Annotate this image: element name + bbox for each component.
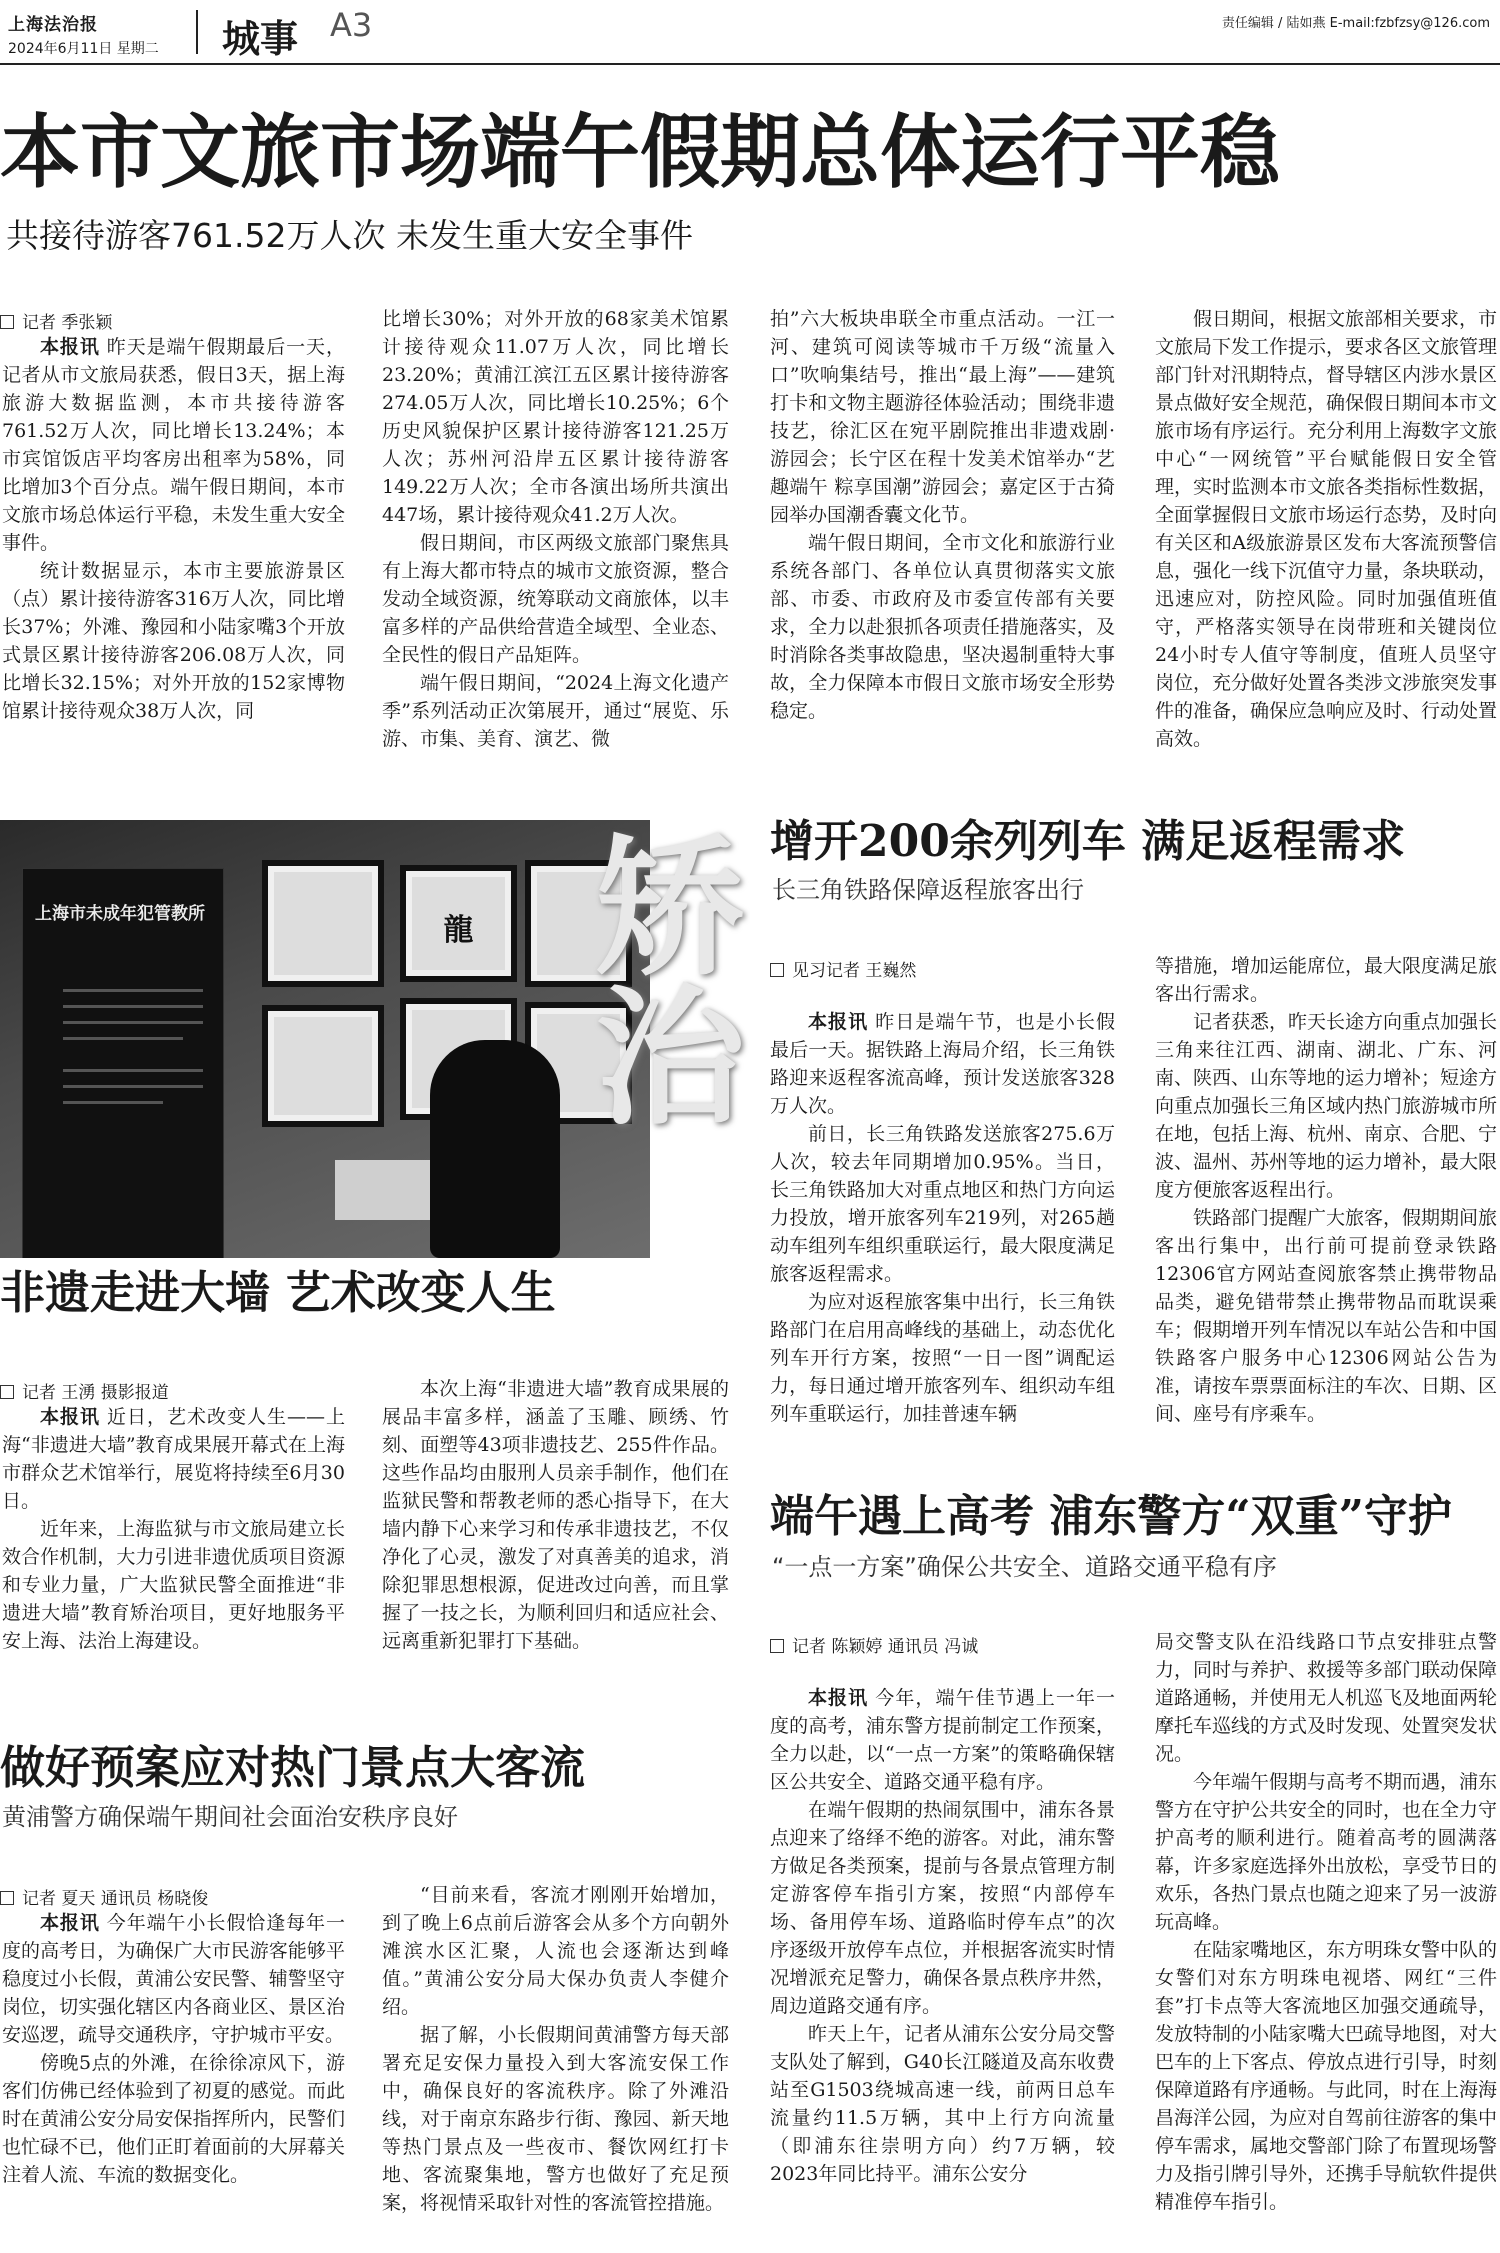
pudong-column-1 — [770, 1684, 1115, 2244]
article-paragraph: 记者获悉，昨天长途方向重点加强长三角来往江西、湖南、湖北、广东、河南、陕西、山东等地的运力增补；短途方向重点加强长三角区域内热门旅游城市所在地，包括上海、杭州、南京、合肥、宁波、温州、苏州等地的运力增补，最大限度方便旅客返程出行。 — [1155, 1011, 1497, 1201]
pudong-title: 端午遇上高考 浦东警方“双重”守护 — [770, 1491, 1452, 1542]
railway-byline: 见习记者 王巍然 — [770, 956, 916, 981]
page-number: A3 — [330, 6, 373, 44]
article-paragraph: 本次上海“非遗进大墙”教育成果展的展品丰富多样，涵盖了玉雕、顾绣、竹刻、面塑等43项非遗技艺、255件作品。这些作品均由服刑人员亲手制作，他们在监狱民警和帮教老师的悉心指导下，在大墙内静下心来学习和传承非遗技艺，不仅净化了心灵，激发了对真善美的追求，消除犯罪思想根源，促进改过向善，而且掌握了一技之长，为顺利回归和适应社会、远离重新犯罪打下基础。 — [382, 1378, 729, 1652]
huangpu-column-2 — [382, 1881, 729, 2245]
dateline: 本报讯 — [40, 336, 100, 358]
lead-headline: 本市文旅市场端午假期总体运行平稳 — [0, 105, 1280, 199]
dateline: 本报讯 — [40, 1406, 100, 1428]
article-paragraph: 本报讯 昨天是端午假期最后一天，记者从市文旅局获悉，假日3天，据上海旅游大数据监测，本市共接待游客761.52万人次，同比增长13.24%；本市宾馆饭店平均客房出租率为58%，同比增加3个百分点。端午假日期间，本市文旅市场总体运行平稳，未发生重大安全事件。 — [2, 336, 345, 554]
article-paragraph: 铁路部门提醒广大旅客，假期期间旅客出行集中，出行前可提前登录铁路12306官方网站查阅旅客禁止携带物品品类，避免错带禁止携带物品而耽误乘车；假期增开列车情况以车站公告和中国铁路客户服务中心12306网站公告为准，请按车票票面标注的车次、日期、区间、座号有序乘车。 — [1155, 1207, 1497, 1425]
railway-subhead: 长三角铁路保障返程旅客出行 — [772, 876, 1084, 904]
huangpu-subhead: 黄浦警方确保端午期间社会面治安秩序良好 — [2, 1803, 458, 1831]
lead-subhead: 共接待游客761.52万人次 未发生重大安全事件 — [6, 216, 693, 255]
huangpu-title: 做好预案应对热门景点大客流 — [0, 1741, 586, 1794]
article-paragraph: 端午假日期间，全市文化和旅游行业系统各部门、各单位认真贯彻落实文旅部、市委、市政府及市委宣传部有关要求，全力以赴狠抓各项责任措施落实，及时消除各类事故隐患，坚决遏制重特大事故，全力保障本市假日文旅市场安全形势稳定。 — [770, 532, 1115, 722]
pudong-subhead: “一点一方案”确保公共安全、道路交通平稳有序 — [772, 1553, 1277, 1581]
exhibit-board — [22, 868, 224, 1258]
article-paragraph: 端午假日期间，“2024上海文化遗产季”系列活动正次第展开，通过“展览、乐游、市集、美育、演艺、微 — [382, 672, 729, 750]
article-paragraph: 据了解，小长假期间黄浦警方每天部署充足安保力量投入到大客流安保工作中，确保良好的客流秩序。除了外滩沿线，对于南京东路步行街、豫园、新天地等热门景点及一些夜市、餐饮网红打卡地、客流聚集地，警方也做好了充足预案，将视情采取针对性的客流管控措施。 — [382, 2024, 729, 2214]
article-paragraph: 傍晚5点的外滩，在徐徐凉风下，游客们仿佛已经体验到了初夏的感觉。而此时在黄浦公安分局安保指挥所内，民警们也忙碌不已，他们正盯着面前的大屏幕关注着人流、车流的数据变化。 — [2, 2052, 345, 2186]
dateline: 本报讯 — [40, 1912, 100, 1934]
calligraphy-overlay — [540, 828, 750, 1248]
article-paragraph: 本报讯 近日，艺术改变人生——上海“非遗进大墙”教育成果展开幕式在上海市群众艺术馆举行，展览将持续至6月30日。 — [2, 1406, 345, 1512]
article-paragraph: 本报讯 今年端午小长假恰逢每年一度的高考日，为确保广大市民游客能够平稳度过小长假，黄浦公安民警、辅警坚守岗位，切实强化辖区内各商业区、景区治安巡逻，疏导交通秩序，守护城市平安。 — [2, 1912, 345, 2046]
article-paragraph: 为应对返程旅客集中出行，长三角铁路部门在启用高峰线的基础上，动态优化列车开行方案，按照“一日一图”调配运力，每日通过增开旅客列车、组织动车组列车重联运行，加挂普速车辆 — [770, 1291, 1115, 1425]
lead-column-1 — [2, 333, 345, 761]
masthead — [0, 0, 1500, 62]
newspaper-logo: 上海法治报 — [8, 15, 98, 35]
byline-box-icon — [770, 963, 784, 977]
lead-byline: 记者 季张颖 — [0, 308, 112, 333]
article-paragraph: 假日期间，市区两级文旅部门聚焦具有上海大都市特点的城市文旅资源，整合发动全域资源，统筹联动文商旅体，以丰富多样的产品供给营造全域型、全业态、全民性的假日产品矩阵。 — [382, 532, 729, 666]
board-title: 上海市未成年犯管教所 — [35, 904, 205, 924]
byline-box-icon — [770, 1639, 784, 1653]
article-paragraph: 局交警支队在沿线路口节点安排驻点警力，同时与养护、救援等多部门联动保障道路通畅，并使用无人机巡飞及地面两轮摩托车巡线的方式及时发现、处置突发状况。 — [1155, 1631, 1497, 1765]
article-paragraph: 今年端午假期与高考不期而遇，浦东警方在守护公共安全的同时，也在全力守护高考的顺利进行。随着高考的圆满落幕，许多家庭选择外出放松，享受节日的欢乐，各热门景点也随之迎来了另一波游玩高峰。 — [1155, 1771, 1497, 1933]
masthead-divider — [196, 10, 198, 54]
article-paragraph: 本报讯 今年，端午佳节遇上一年一度的高考，浦东警方提前制定工作预案，全力以赴，以“一点一方案”的策略确保辖区公共安全、道路交通平稳有序。 — [770, 1687, 1115, 1793]
article-paragraph: 前日，长三角铁路发送旅客275.6万人次，较去年同期增加0.95%。当日，长三角铁路加大对重点地区和热门方向运力投放，增开旅客列车219列，对265趟动车组列车组织重联运行，最大限度满足旅客返程需求。 — [770, 1123, 1115, 1285]
lead-column-3 — [770, 305, 1115, 761]
byline-box-icon — [0, 1891, 14, 1905]
feiyi-column-1 — [2, 1403, 345, 1703]
article-paragraph: 比增长30%；对外开放的68家美术馆累计接待观众11.07万人次，同比增长23.20%；黄浦江滨江五区累计接待游客274.05万人次，同比增长10.25%；6个历史风貌保护区累计接待游客121.25万人次；苏州河沿岸五区累计接待游客149.22万人次；全市各演出场所共演出447场，累计接待观众41.2万人次。 — [382, 308, 729, 526]
issue-date: 2024年6月11日 星期二 — [8, 41, 159, 57]
pudong-byline: 记者 陈颖婷 通讯员 冯诚 — [770, 1632, 978, 1657]
lead-column-4 — [1155, 305, 1497, 761]
huangpu-byline: 记者 夏天 通讯员 杨晓俊 — [0, 1884, 208, 1909]
section-name: 城事 — [222, 16, 299, 61]
artwork-frame-dragon: 龍 — [400, 865, 517, 982]
huangpu-column-1 — [2, 1909, 345, 2245]
article-paragraph: 假日期间，根据文旅部相关要求，市文旅局下发工作提示，要求各区文旅管理部门针对汛期特点，督导辖区内涉水景区景点做好安全规范，确保假日期间本市文旅市场有序运行。充分利用上海数字文旅中心“一网统管”平台赋能假日安全管理，实时监测本市文旅各类指标性数据，全面掌握假日文旅市场运行态势，及时向有关区和A级旅游景区发布大客流预警信息，强化一线下沉值守力量，条块联动，迅速应对，防控风险。同时加强值班值守，严格落实领导在岗带班和关键岗位24小时专人值守等制度，值班人员坚守岗位，充分做好处置各类涉文涉旅突发事件的准备，确保应急响应及时、行动处置高效。 — [1155, 308, 1497, 750]
dateline: 本报讯 — [808, 1687, 869, 1709]
artwork-frame — [262, 860, 384, 987]
calligraphy-text: 矫治 — [569, 828, 745, 1128]
railway-column-2 — [1155, 952, 1497, 1436]
byline-box-icon — [0, 315, 14, 329]
lead-column-2 — [382, 305, 729, 761]
masthead-rule — [0, 63, 1500, 65]
article-paragraph: 昨天上午，记者从浦东公安分局交警支队处了解到，G40长江隧道及高东收费站至G1503绕城高速一线，前两日总车流量约11.5万辆，其中上行方向流量（即浦东往崇明方向）约7万辆，较2023年同比持平。浦东公安分 — [770, 2023, 1115, 2185]
article-paragraph: 在陆家嘴地区，东方明珠女警中队的女警们对东方明珠电视塔、网红“三件套”打卡点等大客流地区加强交通疏导，发放特制的小陆家嘴大巴疏导地图，对大巴车的上下客点、停放点进行引导，时刻保障道路有序通畅。与此同，时在上海海昌海洋公园，为应对自驾前往游客的集中停车需求，属地交警部门除了布置现场警力及指引牌引导外，还携手导航软件提供精准停车指引。 — [1155, 1939, 1497, 2213]
article-paragraph: 统计数据显示，本市主要旅游景区（点）累计接待游客316万人次，同比增长37%；外滩、豫园和小陆家嘴3个开放式景区累计接待游客206.08万人次，同比增长32.15%；对外开放的152家博物馆累计接待观众38万人次，同 — [2, 560, 345, 722]
feiyi-column-2 — [382, 1375, 729, 1703]
railway-title: 增开200余列列车 满足返程需求 — [770, 816, 1406, 867]
feiyi-byline: 记者 王湧 摄影报道 — [0, 1378, 169, 1403]
artwork-frame — [262, 1005, 384, 1127]
editor-credit: 责任编辑 / 陆如燕 E-mail:fzbfzsy@126.com — [1221, 16, 1490, 31]
article-paragraph: 等措施，增加运能席位，最大限度满足旅客出行需求。 — [1155, 955, 1497, 1005]
article-paragraph: 本报讯 昨日是端午节，也是小长假最后一天。据铁路上海局介绍，长三角铁路迎来返程客流高峰，预计发送旅客328万人次。 — [770, 1011, 1115, 1117]
feiyi-title: 非遗走进大墙 艺术改变人生 — [0, 1266, 556, 1319]
article-paragraph: 拍”六大板块串联全市重点活动。一江一河、建筑可阅读等城市千万级“流量入口”吹响集结号，推出“最上海”——建筑打卡和文物主题游径体验活动；围绕非遗技艺，徐汇区在宛平剧院推出非遗戏剧·游园会；长宁区在程十发美术馆举办“艺趣端午 粽享国潮”游园会；嘉定区于古猗园举办国潮香囊文化节。 — [770, 308, 1115, 526]
railway-column-1 — [770, 1008, 1115, 1436]
pudong-column-2 — [1155, 1628, 1497, 2244]
article-paragraph: 近年来，上海监狱与市文旅局建立长效合作机制，大力引进非遗优质项目资源和专业力量，广大监狱民警全面推进“非遗进大墙”教育矫治项目，更好地服务平安上海、法治上海建设。 — [2, 1518, 345, 1652]
dateline: 本报讯 — [808, 1011, 869, 1033]
article-paragraph: 在端午假期的热闹氛围中，浦东各景点迎来了络绎不绝的游客。对此，浦东警方做足各类预案，提前与各景点管理方制定游客停车指引方案，按照“内部停车场、备用停车场、道路临时停车点”的次序逐级开放停车点位，并根据客流实时情况增派充足警力，确保各景点秩序井然，周边道路交通有序。 — [770, 1799, 1115, 2017]
byline-box-icon — [0, 1385, 14, 1399]
article-paragraph: “目前来看，客流才刚刚开始增加，到了晚上6点前后游客会从多个方向朝外滩滨水区汇聚，人流也会逐渐达到峰值。”黄浦公安分局大保办负责人李健介绍。 — [382, 1884, 729, 2018]
